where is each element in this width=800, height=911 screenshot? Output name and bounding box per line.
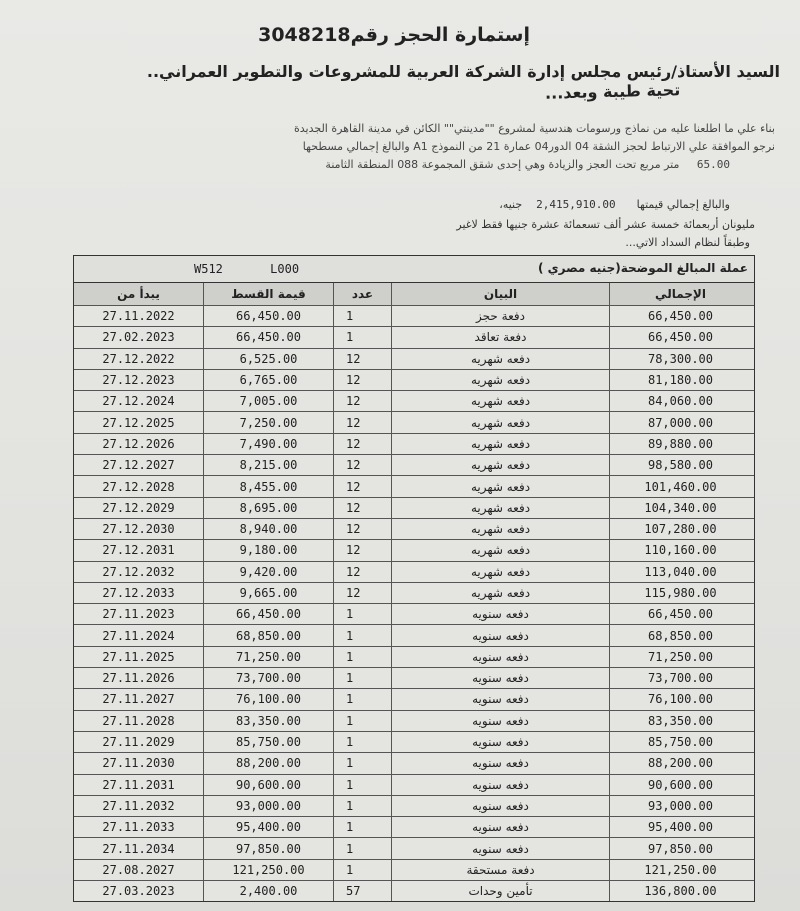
cell-description: دفعه سنويه	[392, 668, 610, 688]
cell-installment: 9,420.00	[204, 562, 334, 582]
cell-count: 1	[334, 796, 392, 816]
cell-start: 27.11.2029	[74, 732, 204, 752]
cell-total: 73,700.00	[647, 671, 714, 686]
cell-installment: 66,450.00	[204, 604, 334, 624]
cell-installment: 76,100.00	[204, 689, 334, 709]
cell-total: 110,160.00	[644, 543, 717, 558]
total-in-words: مليونان أربعمائة خمسة عشر ألف تسعمائة عشرة جنيها فقط لاغير	[456, 218, 755, 231]
table-row	[74, 540, 754, 561]
cell-description: دفعه سنويه	[392, 732, 610, 752]
cell-count: 1	[334, 753, 392, 773]
cell-total: 107,280.00	[644, 522, 717, 537]
cell-count: 12	[334, 519, 392, 539]
cell-start: 27.11.2030	[74, 753, 204, 773]
cell-installment: 68,850.00	[204, 625, 334, 645]
table-header-row	[74, 283, 754, 306]
cell-count: 12	[334, 391, 392, 411]
cell-description: دفعه شهريه	[392, 540, 610, 560]
cell-count: 1	[334, 604, 392, 624]
area-value: 65.00	[696, 158, 730, 171]
cell-start: 27.11.2026	[74, 668, 204, 688]
cell-description: دفعه شهريه	[392, 349, 610, 369]
cell-total: 68,850.00	[647, 628, 714, 643]
table-row	[74, 838, 754, 859]
cell-installment: 93,000.00	[204, 796, 334, 816]
cell-installment: 7,005.00	[204, 391, 334, 411]
table-row	[74, 711, 754, 732]
cell-total: 97,850.00	[647, 841, 714, 856]
cell-start: 27.12.2033	[74, 583, 204, 603]
table-row	[74, 370, 754, 391]
cell-count: 1	[334, 689, 392, 709]
cell-description: دفعه سنويه	[392, 625, 610, 645]
cell-total: 115,980.00	[644, 586, 717, 600]
cell-installment: 73,700.00	[204, 668, 334, 688]
cell-description: دفعه شهريه	[392, 412, 610, 432]
table-row	[74, 498, 754, 519]
cell-start: 27.11.2022	[74, 306, 204, 326]
cell-installment: 9,665.00	[204, 583, 334, 603]
table-row	[74, 668, 754, 689]
cell-total: 95,400.00	[647, 820, 714, 835]
cell-total: 76,100.00	[647, 692, 714, 707]
cell-description: دفعة تعاقد	[392, 327, 610, 347]
cell-count: 12	[334, 412, 392, 432]
table-row	[74, 519, 754, 540]
cell-start: 27.03.2023	[74, 881, 204, 901]
cell-count: 12	[334, 562, 392, 582]
cell-count: 1	[334, 817, 392, 837]
cell-installment: 7,490.00	[204, 434, 334, 454]
header-description: البيان	[392, 283, 610, 305]
cell-count: 1	[334, 711, 392, 731]
cell-installment: 7,250.00	[204, 412, 334, 432]
cell-start: 27.12.2022	[74, 349, 204, 369]
table-row	[74, 327, 754, 348]
table-row	[74, 817, 754, 838]
cell-installment: 90,600.00	[204, 775, 334, 795]
table-body	[74, 306, 754, 901]
cell-start: 27.12.2027	[74, 455, 204, 475]
cell-count: 1	[334, 732, 392, 752]
cell-start: 27.12.2031	[74, 540, 204, 560]
cell-start: 27.11.2031	[74, 775, 204, 795]
cell-total: 89,880.00	[647, 436, 714, 451]
cell-installment: 71,250.00	[204, 647, 334, 667]
paragraph-line-3	[325, 158, 730, 171]
cell-description: دفعه شهريه	[392, 391, 610, 411]
cell-description: دفعه شهريه	[392, 562, 610, 582]
cell-total: 71,250.00	[647, 649, 714, 664]
cell-count: 12	[334, 370, 392, 390]
total-value-line	[499, 198, 730, 211]
cell-count: 12	[334, 434, 392, 454]
table-row	[74, 753, 754, 774]
code-2: L000	[270, 262, 300, 276]
cell-count: 1	[334, 860, 392, 880]
table-row	[74, 583, 754, 604]
cell-count: 1	[334, 668, 392, 688]
cell-installment: 95,400.00	[204, 817, 334, 837]
payment-schedule-table	[73, 255, 755, 902]
table-row	[74, 689, 754, 710]
cell-start: 27.12.2023	[74, 370, 204, 390]
cell-description: دفعه سنويه	[392, 711, 610, 731]
cell-count: 1	[334, 838, 392, 858]
cell-total: 136,800.00	[644, 884, 717, 899]
table-row	[74, 732, 754, 753]
total-suffix: جنيه،	[499, 198, 523, 211]
form-title: إستمارة الحجز رقم3048218	[258, 24, 530, 46]
cell-start: 27.12.2030	[74, 519, 204, 539]
cell-installment: 8,215.00	[204, 455, 334, 475]
cell-description: دفعه سنويه	[392, 838, 610, 858]
cell-description: دفعه سنويه	[392, 796, 610, 816]
cell-description: تأمين وحدات	[392, 881, 610, 901]
cell-start: 27.12.2024	[74, 391, 204, 411]
cell-installment: 6,765.00	[204, 370, 334, 390]
cell-total: 66,450.00	[647, 607, 714, 622]
cell-description: دفعة مستحقة	[392, 860, 610, 880]
header-start: يبدأ من	[74, 283, 204, 305]
table-row	[74, 476, 754, 497]
cell-start: 27.02.2023	[74, 327, 204, 347]
cell-total: 85,750.00	[647, 735, 714, 750]
cell-description: دفعه شهريه	[392, 370, 610, 390]
cell-description: دفعه شهريه	[392, 434, 610, 454]
table-row	[74, 796, 754, 817]
currency-label: عملة المبالغ الموضحة(جنيه مصري )	[537, 261, 748, 275]
cell-start: 27.11.2034	[74, 838, 204, 858]
total-amount: 2,415,910.00	[536, 198, 616, 211]
cell-installment: 121,250.00	[204, 860, 334, 880]
cell-count: 1	[334, 647, 392, 667]
cell-description: دفعه سنويه	[392, 753, 610, 773]
cell-start: 27.11.2025	[74, 647, 204, 667]
cell-description: دفعه سنويه	[392, 689, 610, 709]
cell-installment: 66,450.00	[204, 327, 334, 347]
total-label: والبالغ إجمالي قيمتها	[636, 198, 730, 211]
cell-total: 84,060.00	[647, 394, 714, 409]
cell-count: 1	[334, 625, 392, 645]
table-row	[74, 306, 754, 327]
cell-total: 81,180.00	[647, 373, 714, 388]
cell-total: 90,600.00	[647, 777, 714, 792]
cell-installment: 83,350.00	[204, 711, 334, 731]
table-row	[74, 455, 754, 476]
cell-count: 57	[334, 881, 392, 901]
table-row	[74, 860, 754, 881]
cell-installment: 85,750.00	[204, 732, 334, 752]
table-codes	[194, 262, 339, 276]
cell-total: 104,340.00	[644, 500, 717, 515]
table-row	[74, 881, 754, 901]
paragraph-line-3-text: متر مربع تحت العجز والزيادة وهي إحدى شقق المجموعة 088 المنطقة الثامنة	[325, 158, 680, 171]
cell-start: 27.11.2027	[74, 689, 204, 709]
table-row	[74, 562, 754, 583]
cell-start: 27.11.2032	[74, 796, 204, 816]
cell-description: دفعه شهريه	[392, 519, 610, 539]
cell-installment: 2,400.00	[204, 881, 334, 901]
greeting-line: تحية طيبة وبعد...	[544, 80, 681, 103]
cell-description: دفعه شهريه	[392, 455, 610, 475]
cell-description: دفعه شهريه	[392, 583, 610, 603]
cell-description: دفعه سنويه	[392, 775, 610, 795]
payment-system-line: وطبقاً لنظام السداد الاتي...	[625, 236, 750, 249]
cell-start: 27.12.2025	[74, 412, 204, 432]
cell-count: 12	[334, 349, 392, 369]
cell-description: دفعه سنويه	[392, 647, 610, 667]
cell-total: 78,300.00	[647, 351, 714, 366]
cell-total: 66,450.00	[647, 309, 714, 324]
cell-installment: 66,450.00	[204, 306, 334, 326]
code-1: W512	[194, 262, 223, 276]
cell-count: 1	[334, 775, 392, 795]
salutation-line: السيد الأستاذ/رئيس مجلس إدارة الشركة العربية للمشروعات والتطوير العمراني..	[146, 62, 780, 81]
header-count: عدد	[334, 283, 392, 305]
table-row	[74, 604, 754, 625]
table-row	[74, 775, 754, 796]
cell-total: 88,200.00	[647, 756, 714, 771]
table-row	[74, 412, 754, 433]
cell-description: دفعة حجز	[392, 306, 610, 326]
cell-description: دفعه شهريه	[392, 476, 610, 496]
header-total: الإجمالي	[655, 287, 706, 301]
cell-count: 1	[334, 306, 392, 326]
cell-total: 101,460.00	[644, 479, 717, 494]
table-row	[74, 434, 754, 455]
table-row	[74, 349, 754, 370]
cell-start: 27.11.2028	[74, 711, 204, 731]
cell-count: 12	[334, 583, 392, 603]
cell-start: 27.12.2026	[74, 434, 204, 454]
cell-start: 27.08.2027	[74, 860, 204, 880]
cell-installment: 97,850.00	[204, 838, 334, 858]
cell-installment: 8,695.00	[204, 498, 334, 518]
cell-total: 121,250.00	[644, 862, 717, 877]
cell-count: 12	[334, 476, 392, 496]
cell-installment: 8,455.00	[204, 476, 334, 496]
cell-installment: 8,940.00	[204, 519, 334, 539]
cell-description: دفعه سنويه	[392, 817, 610, 837]
cell-total: 83,350.00	[647, 713, 714, 728]
cell-start: 27.11.2024	[74, 625, 204, 645]
cell-start: 27.12.2028	[74, 476, 204, 496]
cell-start: 27.12.2032	[74, 562, 204, 582]
paragraph-line-2: نرجو الموافقة علي الارتباط لحجز الشقة 04 الدور04 عمارة 21 من النموذج A1 والبالغ إجمالي مسطحها	[302, 140, 775, 153]
cell-description: دفعه سنويه	[392, 604, 610, 624]
header-installment: قيمة القسط	[204, 283, 334, 305]
cell-start: 27.12.2029	[74, 498, 204, 518]
cell-start: 27.11.2033	[74, 817, 204, 837]
table-row	[74, 647, 754, 668]
cell-start: 27.11.2023	[74, 604, 204, 624]
table-row	[74, 625, 754, 646]
cell-total: 87,000.00	[647, 415, 714, 430]
cell-total: 66,450.00	[647, 330, 714, 345]
table-row	[74, 391, 754, 412]
cell-total: 98,580.00	[647, 458, 714, 473]
cell-installment: 9,180.00	[204, 540, 334, 560]
cell-count: 1	[334, 327, 392, 347]
cell-installment: 6,525.00	[204, 349, 334, 369]
cell-description: دفعه شهريه	[392, 498, 610, 518]
paragraph-line-1: بناء علي ما اطلعنا عليه من نماذج ورسومات هندسية لمشروع ""مدينتي"" الكائن في مدينة القاهرة الجديدة	[293, 122, 775, 135]
cell-total: 93,000.00	[647, 798, 714, 813]
cell-count: 12	[334, 540, 392, 560]
cell-count: 12	[334, 498, 392, 518]
cell-total: 113,040.00	[644, 564, 717, 579]
table-currency-header	[74, 256, 754, 283]
cell-installment: 88,200.00	[204, 753, 334, 773]
cell-count: 12	[334, 455, 392, 475]
